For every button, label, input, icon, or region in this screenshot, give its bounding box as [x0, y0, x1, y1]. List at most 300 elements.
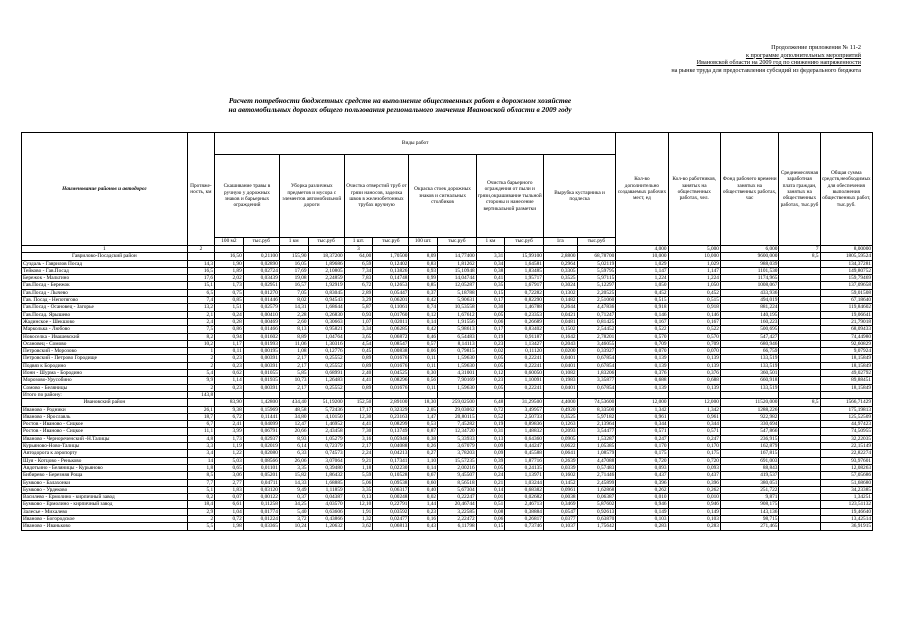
table-row: [22, 413, 873, 420]
value-cell: 1288,226: [720, 406, 779, 413]
value-cell: 0,05447: [373, 289, 409, 296]
value-cell: 149,80752: [820, 267, 872, 274]
value-cell: 68,09433: [820, 326, 872, 333]
value-cell: 2,89100: [373, 399, 409, 406]
value-cell: [779, 479, 820, 486]
value-cell: 5,87602: [577, 501, 616, 508]
value-cell: 5,67304: [438, 486, 477, 493]
value-cell: 0,13: [344, 494, 373, 501]
value-cell: 1,04: [215, 508, 244, 515]
value-cell: 3,16: [344, 435, 373, 442]
value-cell: [779, 260, 820, 267]
value-cell: 0,1263: [543, 421, 577, 428]
value-cell: 0,13: [476, 435, 505, 442]
value-cell: 0,093: [616, 464, 668, 471]
value-cell: 18,15849: [820, 355, 872, 362]
header-hours: Фонд рабочего времени занятых на общественных работах, час: [720, 133, 779, 246]
value-cell: 0,08: [476, 508, 505, 515]
value-cell: 1,22: [215, 450, 244, 457]
value-cell: [308, 391, 344, 398]
value-cell: 6,72: [215, 413, 244, 420]
value-cell: 8,56518: [438, 479, 477, 486]
table-row: [22, 304, 873, 311]
road-name-cell: Гав.Посад - Бережок: [22, 282, 188, 289]
value-cell: 9,45507: [438, 472, 477, 479]
value-cell: 0,103: [616, 515, 668, 522]
value-cell: 159,79469: [820, 275, 872, 282]
value-cell: 0,02951: [243, 282, 279, 289]
value-cell: 1,87716: [505, 457, 544, 464]
value-cell: 1,13971: [505, 472, 544, 479]
value-cell: 1,81262: [438, 260, 477, 267]
value-cell: 0,05: [476, 311, 505, 318]
district-row: [22, 399, 873, 406]
value-cell: 0,06: [476, 318, 505, 325]
value-cell: 0,89836: [505, 421, 544, 428]
value-cell: 0,0905: [543, 435, 577, 442]
table-row: [22, 333, 873, 340]
value-cell: 0,22241: [505, 384, 544, 391]
value-cell: 5,97115: [577, 275, 616, 282]
value-cell: 0,26689: [505, 318, 544, 325]
value-cell: [779, 421, 820, 428]
value-cell: [779, 406, 820, 413]
title-line-2: на автомобильных дорогах общего пользования регионального значения Ивановской области в 2009 году: [228, 105, 572, 114]
value-cell: 0,918: [668, 304, 720, 311]
budget-table: [21, 132, 873, 531]
value-cell: 0,12402: [373, 260, 409, 267]
value-cell: 20,66: [279, 428, 308, 435]
value-cell: 1,05385: [577, 443, 616, 450]
value-cell: 0,03365: [243, 523, 279, 530]
value-cell: 0,2964: [543, 260, 577, 267]
value-cell: 0,24135: [505, 464, 544, 471]
header-works: Виды работ: [215, 133, 616, 155]
value-cell: 1,51: [215, 304, 244, 311]
column-number: [308, 246, 344, 253]
value-cell: 7,83: [344, 275, 373, 282]
value-cell: 44,97423: [820, 421, 872, 428]
value-cell: 57,05686: [820, 472, 872, 479]
value-cell: 0,247: [616, 435, 668, 442]
value-cell: 0,01935: [243, 377, 279, 384]
value-cell: 4,41: [344, 421, 373, 428]
value-cell: 0,03439: [243, 275, 279, 282]
value-cell: 0,0481: [543, 318, 577, 325]
value-cell: 0,40: [409, 486, 438, 493]
value-cell: 1,19: [215, 443, 244, 450]
value-cell: 1,92919: [308, 282, 344, 289]
value-cell: 0,06: [409, 348, 438, 355]
road-name-cell: Василево - Ермолино - кирпичный завод: [22, 494, 188, 501]
road-name-cell: Новоселка - Ивашевский: [22, 333, 188, 340]
value-cell: 0,45588: [505, 450, 544, 457]
value-cell: 0,32329: [373, 406, 409, 413]
value-cell: 4,54: [344, 340, 373, 347]
value-cell: 2,1: [187, 311, 214, 318]
value-cell: 0,71247: [577, 311, 616, 318]
value-cell: 15,10948: [438, 267, 477, 274]
value-cell: 0,42: [409, 297, 438, 304]
value-cell: 0,23: [215, 355, 244, 362]
value-cell: 1008,067: [720, 282, 779, 289]
value-cell: 2: [187, 362, 214, 369]
value-cell: 0,23163: [373, 413, 409, 420]
value-cell: 0,00195: [243, 348, 279, 355]
value-cell: 8,5: [187, 472, 214, 479]
value-cell: 0,41: [476, 275, 505, 282]
value-cell: 17,17: [344, 406, 373, 413]
value-cell: 34,25: [279, 501, 308, 508]
value-cell: 4,10150: [308, 413, 344, 420]
header-work-4: Окраска стоек дорожных знаков и сигнальных столбиков: [409, 155, 476, 238]
value-cell: 0,02: [476, 348, 505, 355]
value-cell: 0,09: [476, 443, 505, 450]
value-cell: 133,519: [720, 384, 779, 391]
value-cell: 1,147: [616, 267, 668, 274]
value-cell: 0,139: [668, 355, 720, 362]
value-cell: 32,22035: [820, 435, 872, 442]
road-name-cell: Авдотьино - Беляницы - Курьяново: [22, 464, 188, 471]
value-cell: 1,8: [187, 464, 214, 471]
value-cell: 7,5: [187, 326, 214, 333]
value-cell: 0,22241: [505, 355, 544, 362]
value-cell: 2,05: [409, 406, 438, 413]
road-name-cell: Итого по району:: [22, 391, 188, 398]
value-cell: [779, 304, 820, 311]
value-cell: 2,17: [279, 384, 308, 391]
value-cell: 0,07: [215, 494, 244, 501]
value-cell: 0,38: [476, 267, 505, 274]
value-cell: 881,224: [720, 304, 779, 311]
value-cell: 31,29500: [505, 399, 544, 406]
value-cell: 16,57: [279, 282, 308, 289]
road-name-cell: Бумково - Ермолино - кирпичный завод: [22, 501, 188, 508]
value-cell: 48,58: [279, 406, 308, 413]
value-cell: 0,3525: [543, 413, 577, 420]
value-cell: 175,19813: [820, 406, 872, 413]
road-name-cell: Петровский - Морозово: [22, 348, 188, 355]
value-cell: 0,570: [668, 333, 720, 340]
value-cell: 0,175: [616, 450, 668, 457]
value-cell: 0,139: [616, 362, 668, 369]
value-cell: 0,93: [344, 311, 373, 318]
value-cell: 13,42514: [820, 515, 872, 522]
value-cell: 0,62: [215, 370, 244, 377]
value-cell: 0,74573: [308, 450, 344, 457]
column-number: 3: [344, 246, 373, 253]
table-row: [22, 472, 873, 479]
value-cell: 0,23353: [505, 311, 544, 318]
value-cell: 0,02019: [243, 443, 279, 450]
value-cell: 0,3024: [543, 282, 577, 289]
value-cell: 0,02937: [243, 435, 279, 442]
value-cell: 1,14: [215, 377, 244, 384]
value-cell: 0,95821: [308, 326, 344, 333]
value-cell: 15,82: [279, 472, 308, 479]
value-cell: 0,67854: [577, 384, 616, 391]
value-cell: 0,11061: [373, 304, 409, 311]
value-cell: 0,01466: [243, 326, 279, 333]
header-work-2: Уборка различных предметов и мусора с элементов автомобильной дороги: [279, 155, 344, 238]
value-cell: 0,68382: [505, 486, 544, 493]
value-cell: 0,67854: [577, 355, 616, 362]
value-cell: [779, 370, 820, 377]
road-name-cell: Ростов - Иваново - Сицкое: [22, 428, 188, 435]
value-cell: 0,72: [215, 515, 244, 522]
value-cell: 0,24: [476, 472, 505, 479]
value-cell: 12,05287: [438, 282, 477, 289]
value-cell: 0,08566: [243, 457, 279, 464]
value-cell: 14,04744: [438, 275, 477, 282]
value-cell: 271,465: [720, 523, 779, 530]
value-cell: 0,85: [409, 282, 438, 289]
value-cell: 0,38884: [505, 508, 544, 515]
value-cell: 68,78700: [577, 253, 616, 260]
value-cell: 22,15149: [820, 443, 872, 450]
value-cell: 0,11: [409, 362, 438, 369]
value-cell: 0,60: [409, 479, 438, 486]
value-cell: [779, 523, 820, 530]
value-cell: 0,11258: [243, 501, 279, 508]
value-cell: 1,62868: [577, 486, 616, 493]
value-cell: 1,64581: [505, 260, 544, 267]
value-cell: 18,7: [187, 413, 214, 420]
value-cell: 59,01508: [820, 289, 872, 296]
value-cell: 1,68885: [308, 479, 344, 486]
value-cell: 0,05: [476, 464, 505, 471]
unit: 1 шт.: [344, 238, 373, 246]
value-cell: 34,23385: [820, 486, 872, 493]
value-cell: 0,13826: [373, 267, 409, 274]
value-cell: 0,01055: [243, 370, 279, 377]
value-cell: 0,35: [476, 282, 505, 289]
value-cell: [616, 391, 668, 398]
value-cell: 0,26: [409, 443, 438, 450]
value-cell: 0,02230: [373, 464, 409, 471]
value-cell: 0,30: [409, 370, 438, 377]
value-cell: 10,000: [668, 253, 720, 260]
appendix-line: на рынке труда для предоставления субсидий из федерального бюджета: [671, 66, 861, 74]
value-cell: 6,33: [279, 450, 308, 457]
value-cell: 1,59630: [438, 362, 477, 369]
table-row: [22, 443, 873, 450]
road-name-cell: Ростов - Иваново - Сицкое: [22, 421, 188, 428]
value-cell: 93,97601: [820, 457, 872, 464]
value-cell: 98,715: [720, 515, 779, 522]
value-cell: 0,37: [409, 289, 438, 296]
value-cell: 1805,59524: [820, 253, 872, 260]
table-row: [22, 457, 873, 464]
value-cell: 0,01446: [243, 297, 279, 304]
table-row: [22, 421, 873, 428]
value-cell: 1,342: [668, 406, 720, 413]
column-number: 5,000: [668, 246, 720, 253]
value-cell: 0,04711: [243, 479, 279, 486]
value-cell: 0,06791: [243, 428, 279, 435]
value-cell: [779, 282, 820, 289]
value-cell: 0,45: [344, 348, 373, 355]
value-cell: 0,522: [616, 326, 668, 333]
value-cell: [779, 275, 820, 282]
value-cell: 0,63606: [308, 508, 344, 515]
value-cell: 0,81425: [577, 318, 616, 325]
road-name-cell: Ивановский район: [22, 399, 188, 406]
value-cell: 155,90: [279, 253, 308, 260]
value-cell: 2,24: [344, 450, 373, 457]
value-cell: 0,89: [344, 384, 373, 391]
road-name-cell: Иваново - Богородское: [22, 515, 188, 522]
value-cell: 0,09538: [373, 479, 409, 486]
value-cell: 0,0339: [543, 464, 577, 471]
value-cell: 0,94543: [308, 297, 344, 304]
value-cell: 0,37: [279, 494, 308, 501]
value-cell: 3,62: [344, 523, 373, 530]
value-cell: 0,0421: [543, 311, 577, 318]
value-cell: 5,12297: [577, 282, 616, 289]
value-cell: [779, 472, 820, 479]
value-cell: 9,21: [344, 457, 373, 464]
road-name-cell: Гав.Посад - Осановец - Загорье: [22, 304, 188, 311]
value-cell: 1,34251: [820, 494, 872, 501]
value-cell: 0,139: [616, 355, 668, 362]
value-cell: 0,85: [215, 297, 244, 304]
value-cell: 152,50: [344, 399, 373, 406]
value-cell: 20,80115: [438, 413, 477, 420]
value-cell: 3,29: [344, 297, 373, 304]
value-cell: 0,04213: [373, 450, 409, 457]
value-cell: [779, 377, 820, 384]
value-cell: 1,91: [344, 508, 373, 515]
value-cell: 0,1037: [543, 523, 577, 530]
value-cell: 0,01676: [373, 355, 409, 362]
value-cell: 0,06317: [373, 486, 409, 493]
value-cell: 0,00410: [243, 311, 279, 318]
value-cell: 0,12: [409, 311, 438, 318]
value-cell: 3,35: [344, 486, 373, 493]
column-number: 1: [22, 246, 188, 253]
table-row: [22, 267, 873, 274]
value-cell: 6,59: [344, 260, 373, 267]
value-cell: 140,195: [720, 311, 779, 318]
value-cell: 0,08547: [373, 340, 409, 347]
road-name-cell: Бибирево - Березняя Роща: [22, 472, 188, 479]
value-cell: 0,12: [476, 370, 505, 377]
value-cell: 0,01270: [243, 289, 279, 296]
value-cell: 0,0401: [543, 355, 577, 362]
value-cell: 0,05201: [243, 472, 279, 479]
value-cell: 0,0200: [543, 348, 577, 355]
value-cell: 0,946: [668, 501, 720, 508]
table-row: [22, 391, 873, 398]
value-cell: 26,1: [187, 406, 214, 413]
value-cell: 0,00469: [243, 318, 279, 325]
column-number: [373, 246, 409, 253]
value-cell: 74,50955: [820, 428, 872, 435]
value-cell: 0,0401: [543, 384, 577, 391]
value-cell: [243, 391, 279, 398]
road-name-cell: Иваново - Родники: [22, 406, 188, 413]
table-row: [22, 406, 873, 413]
value-cell: [668, 391, 720, 398]
value-cell: 0,262: [616, 486, 668, 493]
value-cell: 3,49957: [505, 406, 544, 413]
value-cell: 2,8800: [543, 253, 577, 260]
value-cell: 1,342: [616, 406, 668, 413]
road-name-cell: Марколька - Любово: [22, 326, 188, 333]
value-cell: 0,86: [215, 326, 244, 333]
value-cell: 2,22472: [438, 515, 477, 522]
value-cell: 0,03120: [243, 486, 279, 493]
value-cell: 922,982: [720, 413, 779, 420]
value-cell: 8,93: [279, 435, 308, 442]
road-name-cell: Залесье - Михалево: [22, 508, 188, 515]
value-cell: 14,3: [187, 260, 214, 267]
value-cell: 0,06285: [373, 326, 409, 333]
value-cell: 0,00391: [243, 362, 279, 369]
value-cell: 0,27: [409, 450, 438, 457]
column-number: 6,000: [720, 246, 779, 253]
value-cell: 2,51060: [577, 297, 616, 304]
value-cell: 2,13964: [577, 421, 616, 428]
value-cell: 1,44: [409, 501, 438, 508]
value-cell: 6,54483: [438, 333, 477, 340]
value-cell: 0,14: [476, 486, 505, 493]
value-cell: 18,15849: [820, 362, 872, 369]
value-cell: 0,91187: [505, 333, 544, 340]
value-cell: 0,396: [668, 479, 720, 486]
value-cell: 0,2093: [543, 428, 577, 435]
value-cell: 1,08579: [577, 450, 616, 457]
unit: 1 км: [279, 238, 308, 246]
value-cell: 0,67854: [577, 362, 616, 369]
value-cell: 67,18640: [820, 297, 872, 304]
appendix-note: [501, 44, 861, 74]
value-cell: 1,050: [668, 282, 720, 289]
value-cell: 51,68680: [820, 479, 872, 486]
value-cell: 0,01774: [243, 508, 279, 515]
value-cell: 0,87: [409, 428, 438, 435]
road-name-cell: Гав. Посад - Непотягово: [22, 297, 188, 304]
value-cell: 0,167: [616, 318, 668, 325]
value-cell: 3,72: [279, 515, 308, 522]
value-cell: 434,40: [279, 399, 308, 406]
value-cell: 4,4000: [543, 399, 577, 406]
value-cell: 2,9: [187, 508, 214, 515]
unit: тыс.руб: [577, 238, 616, 246]
value-cell: 12,08263: [820, 464, 872, 471]
value-cell: 4,8: [187, 435, 214, 442]
value-cell: 2,71446: [577, 472, 616, 479]
value-cell: 13,2: [187, 304, 214, 311]
value-cell: 17,6: [187, 275, 214, 282]
value-cell: 0,437: [668, 472, 720, 479]
value-cell: 0,23: [409, 508, 438, 515]
value-cell: 0,175: [668, 450, 720, 457]
value-cell: 500,695: [720, 326, 779, 333]
value-cell: 74,53600: [577, 399, 616, 406]
value-cell: [779, 391, 820, 398]
table-row: [22, 384, 873, 391]
value-cell: 0,070: [616, 348, 668, 355]
value-cell: 1,73: [215, 282, 244, 289]
value-cell: 125,52509: [820, 413, 872, 420]
value-cell: 12,34720: [438, 428, 477, 435]
value-cell: 0,04525: [373, 370, 409, 377]
value-cell: 3,78203: [438, 450, 477, 457]
value-cell: 0,0641: [543, 450, 577, 457]
value-cell: [779, 355, 820, 362]
